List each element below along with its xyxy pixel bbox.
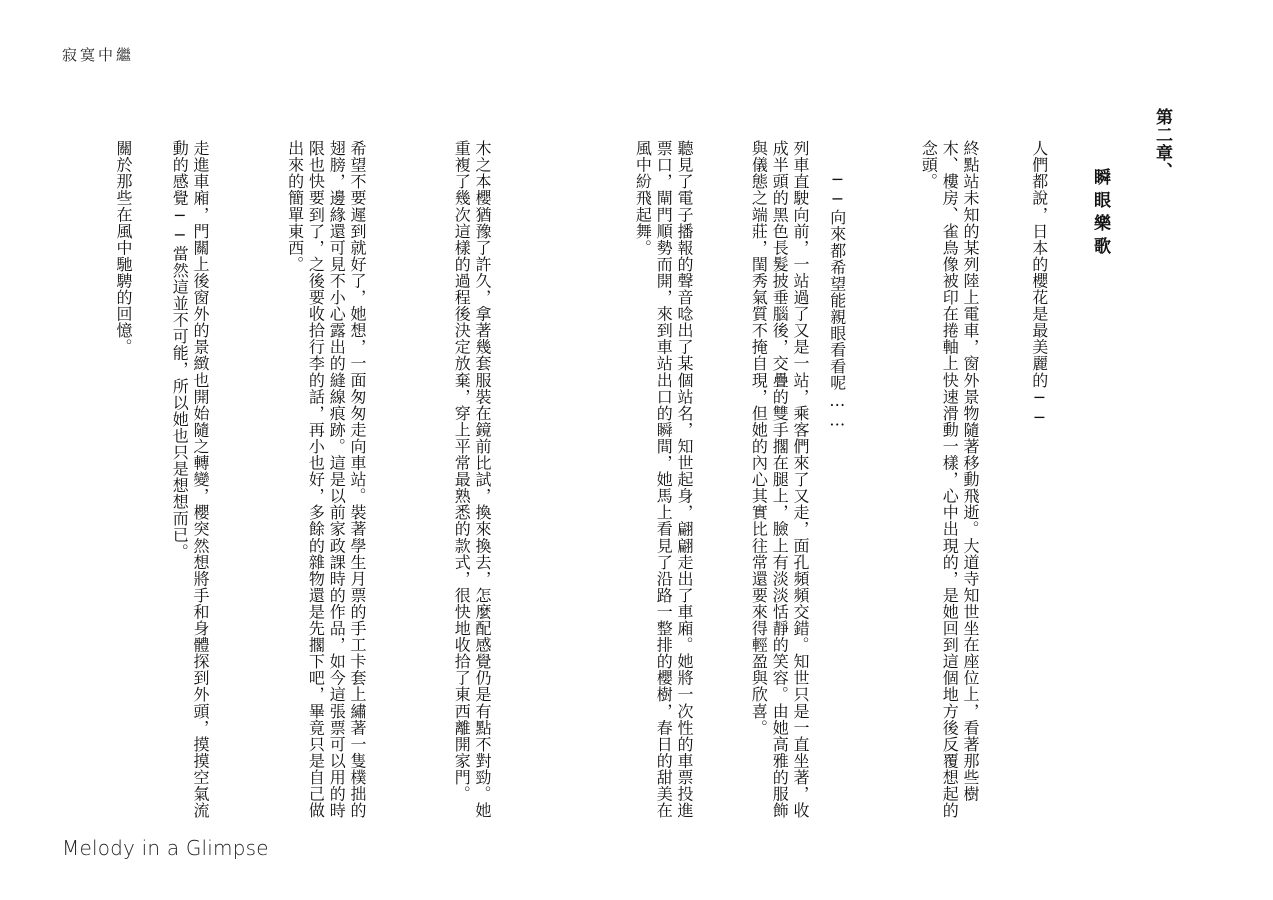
paragraph-3: ──向來都希望能親眼看看呢…… <box>827 170 847 431</box>
paragraph-9: 關於那些在風中馳騁的回憶。 <box>114 140 133 356</box>
running-header-title: 寂寞中繼 <box>62 46 135 64</box>
paragraph-6: 木之本櫻猶豫了許久，拿著幾套服裝在鏡前比試，換來換去，怎麼配感覺仍是有點不對勁。她重複了幾次這樣的過程後決定放棄，穿上平常最熟悉的款式，很快地收拾了東西離開家門。 <box>452 140 492 819</box>
running-footer-title: Melody in a Glimpse <box>62 836 269 860</box>
paragraph-7: 希望不要遲到就好了，她想，一面匆匆走向車站。裝著學生月票的手工卡套上繡著一隻樸拙的翅膀，邊緣還可見不小心露出的縫線痕跡。這是以前家政課時的作品，如今這張票可以用的時限也快要到了，之後要收拾行李的話，再小也好，多餘的雜物還是先擱下吧，畢竟只是自己做出來的簡單東西。 <box>285 140 367 819</box>
paragraph-5: 聽見了電子播報的聲音唸出了某個站名，知世起身，翩翩走出了車廂。她將一次性的車票投進票口，閘門順勢而開，來到車站出口的瞬間，她馬上看見了沿路一整排的櫻樹，春日的甜美在風中紛飛起舞。 <box>633 140 694 819</box>
paragraph-1: 人們都說，日本的櫻花是最美麗的── <box>1029 140 1049 428</box>
chapter-number: 第二章、 <box>1152 108 1172 180</box>
paragraph-4: 列車直駛向前，一站過了又是一站，乘客們來了又走，面孔頻頻交錯。知世只是一直坐著，收成半頭的黑色長髮披垂腦後，交疊的雙手擱在腿上，臉上有淡淡恬靜的笑容。由她高雅的服飾與儀態之端莊，閨秀氣質不掩自現，但她的內心其實比往常還要來得輕盈與欣喜。 <box>749 140 810 819</box>
chapter-title: 瞬眼樂歌 <box>1090 168 1110 260</box>
paragraph-8: 走進車廂，門關上後窗外的景緻也開始隨之轉變，櫻突然想將手和身體探到外頭，摸摸空氣流動的感覺──當然這並不可能，所以她也只是想想而已。 <box>170 140 210 819</box>
paragraph-2: 終點站未知的某列陸上電車，窗外景物隨著移動飛逝。大道寺知世坐在座位上，看著那些樹木、樓房、雀鳥像被印在捲軸上快速滑動一樣，心中出現的，是她回到這個地方後反覆想起的念頭。 <box>919 140 980 819</box>
